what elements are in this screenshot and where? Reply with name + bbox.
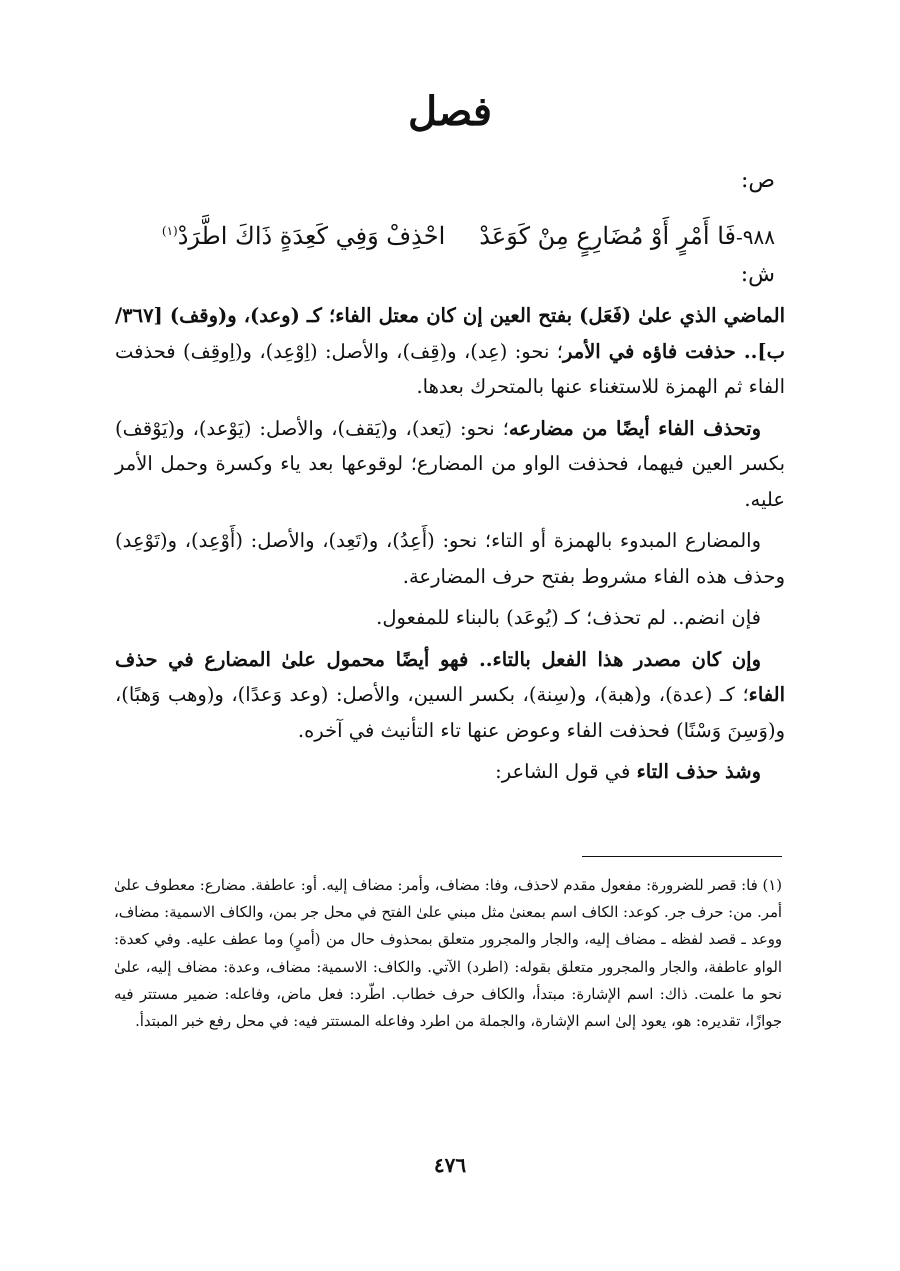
footnote-text: (١) فا: قصر للضرورة: مفعول مقدم لاحذف، وفا: مضاف، وأمر: مضاف إليه. أو: عاطفة. مضارع: معطوف علىٰ أمر. من: حرف جر. كوعد: الكاف اسم بمعنىٰ مثل مبني علىٰ الفتح في محل جر بمن، والكاف الاسمية: مضاف، ووعد ـ قصد لفظه ـ مضاف إليه، والجار والمجرور متعلق بمحذوف حال من (أمرٍ) وما عطف عليه. وفي كعدة: الواو عاطفة، والجار والمجرور متعلق بقوله: (اطرد) الآتي. والكاف: الاسمية: مضاف، وعدة: مضاف إليه، علىٰ نحو ما علمت. ذاك: اسم الإشارة: مبتدأ، والكاف حرف خطاب. اطّرد: فعل ماض، وفاعله: ضمير مستتر فيه جوازًا، تقديره: هو، يعود إلىٰ اسم الإشارة، والجملة من اطرد وفاعله المستتر فيه: في محل رفع خبر المبتدأ.: [114, 877, 782, 1031]
commentary-body: [115, 298, 785, 796]
paragraph-3: [115, 523, 785, 594]
bold-span: حذفت فاؤه في الأمر: [562, 339, 736, 363]
text-span: والمضارع المبدوء بالهمزة أو التاء؛ نحو: (أَعِدُ)، و(تَعِد)، والأصل: (أَوْعِد)، و(تَوْعِد) وحذف هذه الفاء مشروط بفتح حرف المضارعة.: [115, 529, 785, 588]
text-span: ؛ نحو: (عِد)، و(قِف)، والأصل: (اِوْعِد)، و(اِوقِف) فحذفت الفاء ثم الهمزة للاستغناء عنها بالمتحرك بعدها.: [115, 339, 785, 398]
commentary-label-shin: ش:: [740, 262, 775, 287]
section-heading: فصل: [407, 88, 493, 135]
bold-span: وتحذف الفاء أيضًا من مضارعه: [508, 416, 761, 440]
paragraph-1: [115, 298, 785, 405]
footnote: [114, 872, 782, 1035]
text-span: ؛ نحو: (يَعد)، و(يَقف)، والأصل: (يَوْعد)، و(يَوْقف) بكسر العين فيهما، فحذفت الواو من المضارع؛ لوقوعها بعد ياء وكسرة وحمل الأمر عليه.: [115, 416, 785, 511]
text-span: في قول الشاعر:: [495, 760, 637, 783]
text-span: فإن انضم.. لم تحذف؛ كـ (يُوعَد) بالبناء للمفعول.: [376, 606, 761, 629]
paragraph-6: [115, 754, 785, 790]
paragraph-4: [115, 600, 785, 636]
verse-hemistich-second: احْذِفْ وَفِي كَعِدَةٍ ذَاكَ اطَّرَدْ: [177, 222, 446, 250]
verse-number: ٩٨٨-: [736, 225, 775, 249]
paragraph-2: [115, 411, 785, 518]
bold-span: وشذ حذف التاء: [636, 760, 761, 783]
text-span: ؛ كـ (عدة)، و(هبة)، و(سِنة)، بكسر السين، والأصل: (وعد وَعدًا)، و(وهب وَهبًا)، و(وَسِنَ وَسْنًا) فحذفت الفاء وعوض عنها تاء التأنيث في آخره.: [115, 683, 785, 742]
bold-span: وإن كان مصدر هذا الفعل بالتاء.. فهو أيضًا محمول علىٰ المضارع في حذف الفاء: [115, 647, 785, 706]
footnote-divider: [582, 856, 782, 857]
page-number: ٤٧٦: [433, 1153, 467, 1177]
bold-span: الماضي الذي علىٰ (فَعَل) بفتح العين إن كان معتل الفاء؛ كـ (وعد)، و(وقف) [٣٦٧/ ب]..: [115, 304, 786, 363]
verse-hemistich-first: فَا أَمْرٍ أَوْ مُضَارِعٍ مِنْ كَوَعَدْ: [479, 222, 736, 250]
paragraph-5: [115, 642, 785, 749]
verse-line: [125, 222, 775, 251]
footnote-reference: (١): [161, 224, 178, 238]
text-label-sad: ص:: [740, 168, 775, 193]
